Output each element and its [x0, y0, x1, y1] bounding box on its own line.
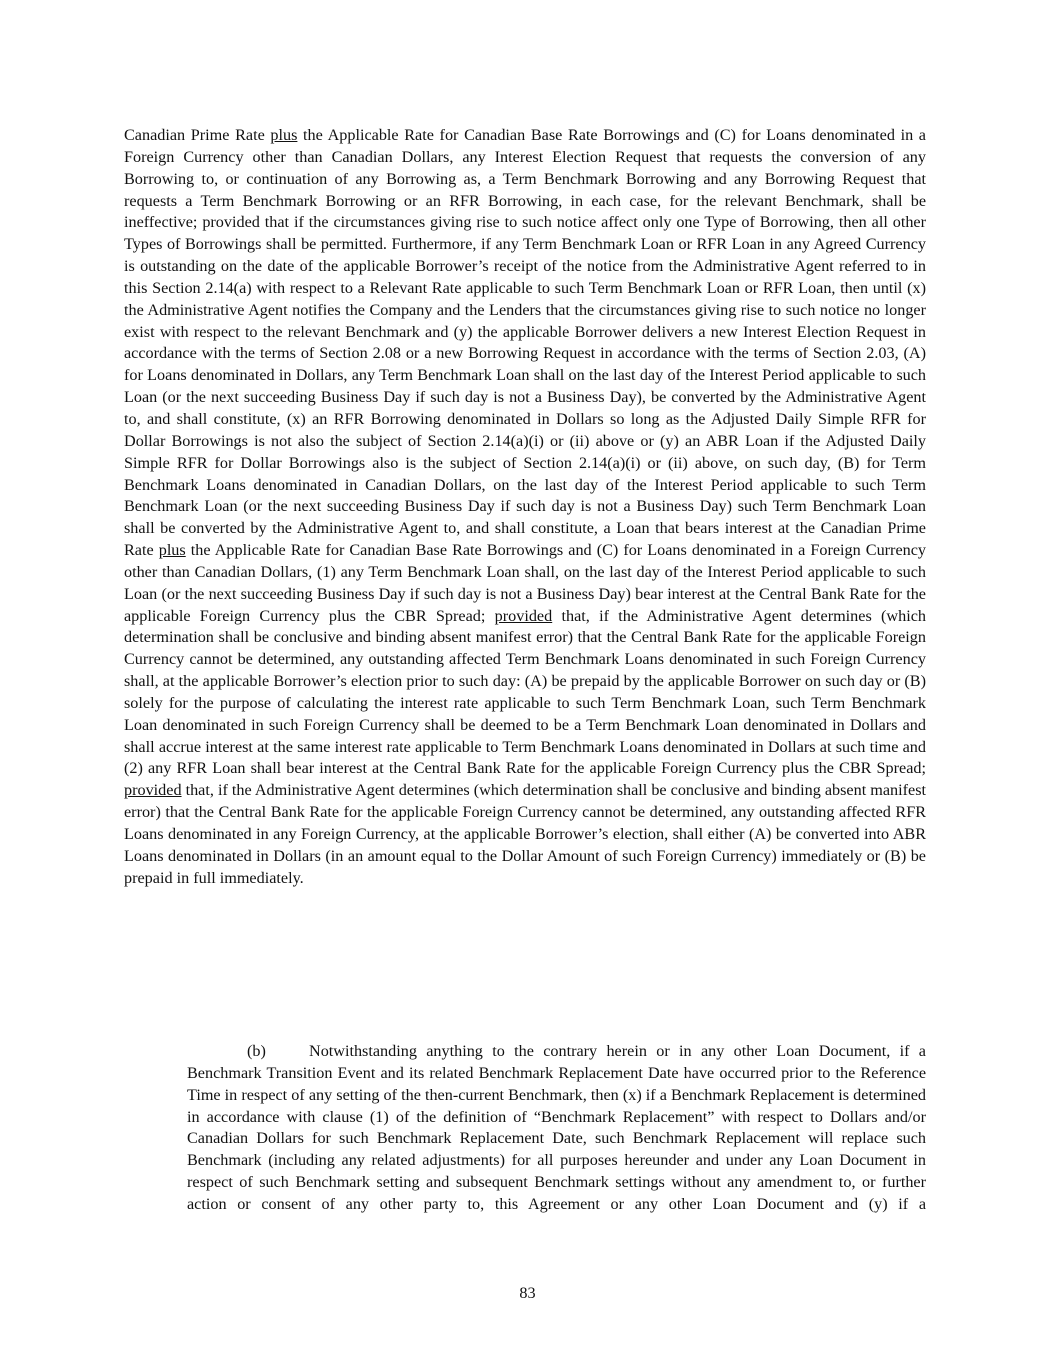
underlined-term: provided	[124, 781, 182, 800]
text-run: the Applicable Rate for Canadian Base Rate Borrowings and (C) for Loans denominated in a Foreign Currency other than Canadian Dollars, (1) any Term Benchmark Loan shall, on the last day of the Interest Period applicable to such Loan (or the next succeeding Business Day if such day is not a Business Day) bear interest at the Central Bank Rate for the applicable Foreign Currency plus the CBR Spread;	[124, 541, 926, 625]
text-run: that, if the Administrative Agent determines (which determination shall be conclusive and binding absent manifest error) that the Central Bank Rate for the applicable Foreign Currency cannot be determined, any outstanding affected RFR Loans denominated in any Foreign Currency, at the applicable Borrower’s election, shall either (A) be converted into ABR Loans denominated in Dollars (in an amount equal to the Dollar Amount of such Foreign Currency) immediately or (B) be prepaid in full immediately.	[124, 781, 926, 887]
page-number: 83	[519, 1284, 536, 1302]
clause-text: Notwithstanding anything to the contrary herein or in any other Loan Document, if a Benchmark Transition Event and its related Benchmark Replacement Date have occurred prior to the Reference Time in respect of any setting of the then-current Benchmark, then (x) if a Benchmark Replacement is determined in accordance with clause (1) of the definition of “Benchmark Replacement” with respect to Dollars and/or Canadian Dollars for such Benchmark Replacement Date, such Benchmark Replacement will replace such Benchmark (including any related adjustments) for all purposes hereunder and under any Loan Document in respect of such Benchmark setting and subsequent Benchmark settings without any amendment to, or further action or consent of any other party to, this Agreement or any other Loan Document and (y) if a	[187, 1042, 926, 1213]
underlined-term: plus	[158, 541, 186, 560]
underlined-term: plus	[270, 126, 298, 144]
text-run: Canadian Prime Rate	[124, 126, 271, 144]
body-paragraph	[124, 125, 926, 890]
clause-b-paragraph	[187, 1041, 926, 1216]
text-run: that, if the Administrative Agent determines (which determination shall be conclusive and binding absent manifest error) that the Central Bank Rate for the applicable Foreign Currency cannot be determined, any outstanding affected Term Benchmark Loans denominated in such Foreign Currency shall, at the applicable Borrower’s election prior to such day: (A) be prepaid by the applicable Borrower on such day or (B) solely for the purpose of calculating the interest rate applicable to such Term Benchmark Loan, such Term Benchmark Loan denominated in such Foreign Currency shall be deemed to be a Term Benchmark Loan denominated in Dollars and shall accrue interest at the same interest rate applicable to Term Benchmark Loans denominated in Dollars at such time and (2) any RFR Loan shall bear interest at the Central Bank Rate for the applicable Foreign Currency plus the CBR Spread;	[124, 606, 926, 778]
clause-label: (b)	[247, 1042, 266, 1060]
text-run: the Applicable Rate for Canadian Base Rate Borrowings and (C) for Loans denominated in a Foreign Currency other than Canadian Dollars, any Interest Election Request that requests the conversion of any Borrowing to, or continuation of any Borrowing as, a Term Benchmark Borrowing and any Borrowing Request that requests a Term Benchmark Borrowing or an RFR Borrowing, in each case, for the relevant Benchmark, shall be ineffective; provided that if the circumstances giving rise to such notice affect only one Type of Borrowing, then all other Types of Borrowings shall be permitted. Furthermore, if any Term Benchmark Loan or RFR Loan in any Agreed Currency is outstanding on the date of the applicable Borrower’s receipt of the notice from the Administrative Agent referred to in this Section 2.14(a) with respect to a Relevant Rate applicable to such Term Benchmark Loan or RFR Loan, then until (x) the Administrative Agent notifies the Company and the Lenders that the circumstances giving rise to such notice no longer exist with respect to the relevant Benchmark and (y) the applicable Borrower delivers a new Interest Election Request in accordance with the terms of Section 2.08 or a new Borrowing Request in accordance with the terms of Section 2.03, (A) for Loans denominated in Dollars, any Term Benchmark Loan shall on the last day of the Interest Period applicable to such Loan (or the next succeeding Business Day if such day is not a Business Day), be converted by the Administrative Agent to, and shall constitute, (x) an RFR Borrowing denominated in Dollars so long as the Adjusted Daily Simple RFR for Dollar Borrowings is not also the subject of Section 2.14(a)(i) or (ii) above or (y) an ABR Loan if the Adjusted Daily Simple RFR for Dollar Borrowings also is the subject of Section 2.14(a)(i) or (ii) above, on such day, (B) for Term Benchmark Loans denominated in Canadian Dollars, on the last day of the Interest Period applicable to such Term Benchmark Loan (or the next succeeding Business Day if such day is not a Business Day) such Term Benchmark Loan shall be converted by the Administrative Agent to, and shall constitute, a Loan that bears interest at the Canadian Prime Rate	[124, 126, 926, 560]
underlined-term: provided	[494, 606, 553, 625]
